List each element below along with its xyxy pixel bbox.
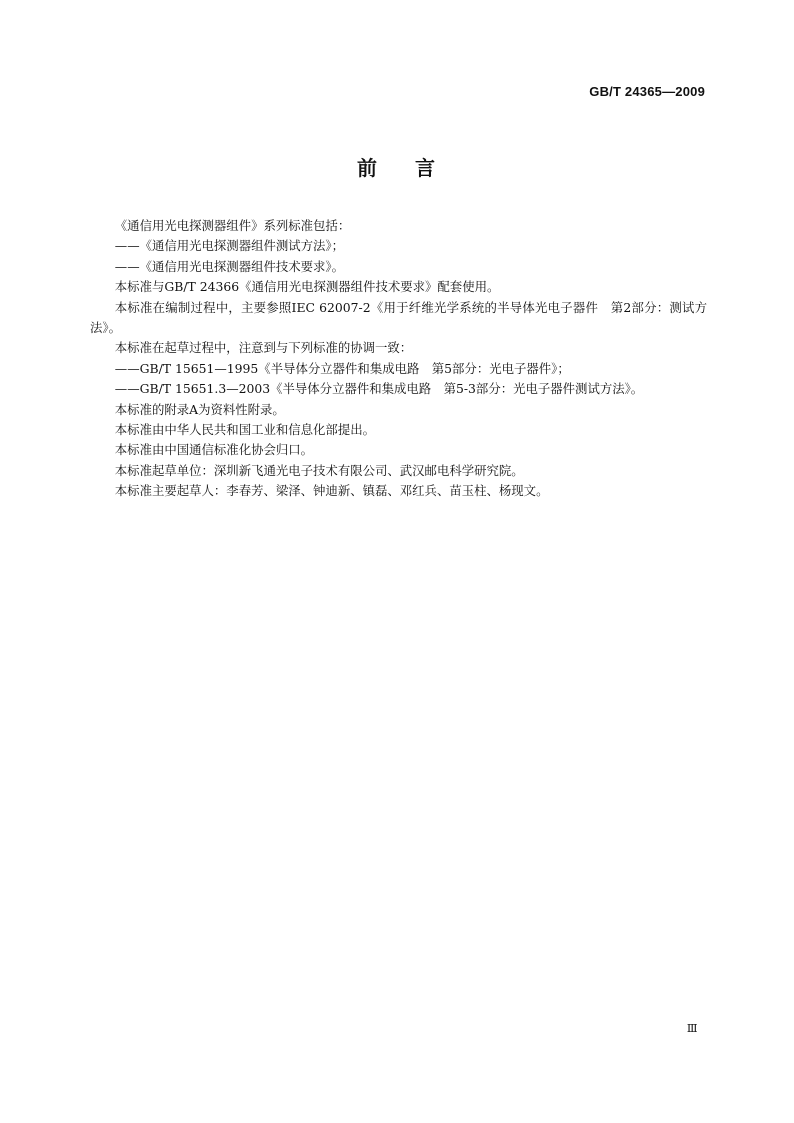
- paragraph-proposer: 本标准由中华人民共和国工业和信息化部提出。: [114, 422, 375, 438]
- page-title-char-2: 言: [415, 156, 437, 180]
- paragraph-coordination-intro: 本标准在起草过程中，注意到与下列标准的协调一致：: [114, 340, 413, 356]
- paragraph-series-item-2: ——《通信用光电探测器组件技术要求》。: [114, 258, 345, 274]
- paragraph-coordination-item-2: ——GB/T 15651.3—2003《半导体分立器件和集成电路 第5-3部分：光电子器件测试方法》。: [114, 381, 644, 397]
- paragraph-series-item-1: ——《通信用光电探测器组件测试方法》；: [114, 238, 345, 254]
- paragraph-companion-standard: 本标准与GB/T 24366《通信用光电探测器组件技术要求》配套使用。: [114, 279, 500, 295]
- paragraph-drafting-units: 本标准起草单位：深圳新飞通光电子技术有限公司、武汉邮电科学研究院。: [114, 462, 524, 478]
- page-number: Ⅲ: [686, 1022, 697, 1035]
- paragraph-series-intro: 《通信用光电探测器组件》系列标准包括：: [114, 218, 351, 233]
- page-title-char-1: 前: [357, 156, 379, 180]
- paragraph-administrator: 本标准由中国通信标准化协会归口。: [114, 442, 314, 458]
- page-title: [0, 152, 794, 181]
- paragraph-reference-standard: 本标准在编制过程中，主要参照IEC 62007-2《用于纤维光学系统的半导体光电子器件 第2部分：测试方法》。: [90, 299, 707, 336]
- foreword-body: [90, 216, 707, 502]
- paragraph-appendix: 本标准的附录A为资料性附录。: [114, 401, 285, 417]
- paragraph-coordination-item-1: ——GB/T 15651—1995《半导体分立器件和集成电路 第5部分：光电子器件》；: [114, 360, 570, 376]
- standard-code: GB/T 24365—2009: [589, 84, 705, 99]
- paragraph-drafters: 本标准主要起草人：李春芳、梁泽、钟迪新、镇磊、邓红兵、苗玉柱、杨现文。: [114, 483, 549, 499]
